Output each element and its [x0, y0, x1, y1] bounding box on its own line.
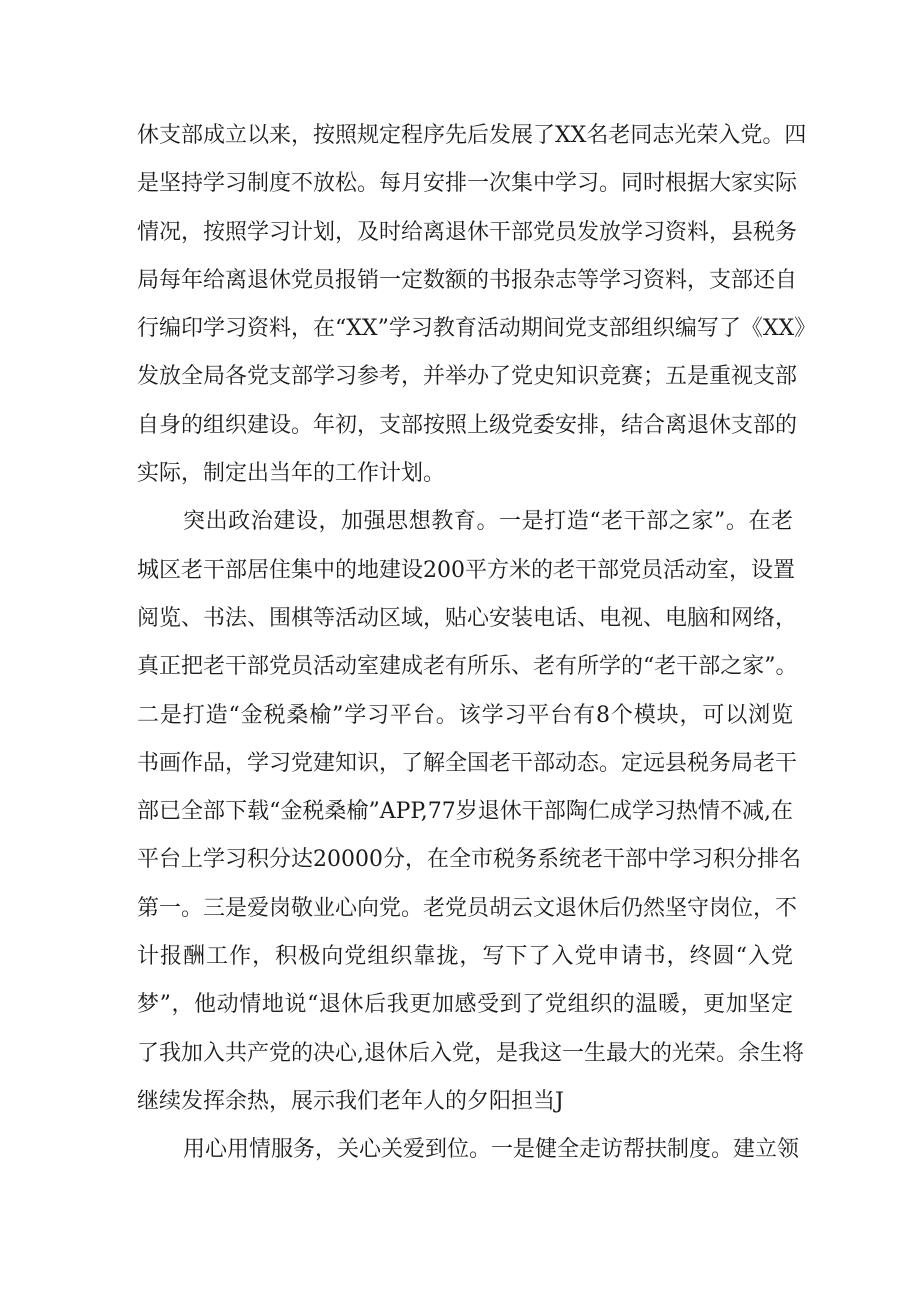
text-line: 行编印学习资料，在“XX”学习教育活动期间党支部组织编写了《XX》	[137, 316, 817, 342]
text-line: 休支部成立以来，按照规定程序先后发展了XX名老同志光荣入党。四	[137, 123, 807, 148]
text-line: 实际，制定出当年的工作计划。	[137, 461, 446, 487]
text-line: 计报酬工作，积极向党组织靠拢，写下了入党申请书，终圆“入党	[137, 944, 793, 970]
text-line: 第一。三是爱岗敬业心向党。老党员胡云文退休后仍然坚守岗位，不	[137, 895, 798, 921]
text-line: 自身的组织建设。年初，支部按照上级党委安排，结合离退休支部的	[137, 412, 798, 438]
paragraph-1	[137, 112, 817, 498]
paragraph-3	[137, 1126, 800, 1174]
paragraph-2	[137, 498, 804, 1126]
text-line: 书画作品，学习党建知识，了解全国老干部动态。定远县税务局老干	[137, 750, 798, 776]
text-line: 二是打造“金税桑榆”学习平台。该学习平台有8个模块，可以浏览	[137, 702, 793, 728]
text-line: 局每年给离退休党员报销一定数额的书报杂志等学习资料，支部还自	[137, 267, 798, 293]
text-line: 情况，按照学习计划，及时给离退休干部党员发放学习资料，县税务	[137, 219, 798, 245]
text-line: 突出政治建设，加强思想教育。一是打造“老干部之家”。在老	[183, 509, 793, 535]
text-line: 部已全部下载“金税桑榆”APP,77岁退休干部陶仁成学习热情不减,在	[137, 799, 793, 825]
text-line: 平台上学习积分达20000分，在全市税务系统老干部中学习积分排名	[137, 847, 801, 873]
text-line: 真正把老干部党员活动室建成老有所乐、老有所学的“老干部之家”。	[137, 654, 798, 680]
text-line: 梦”，他动情地说“退休后我更加感受到了党组织的温暖，更加坚定	[137, 992, 793, 1018]
text-line: 城区老干部居住集中的地建设200平方米的老干部党员活动室，设置	[137, 557, 795, 583]
text-line: 继续发挥余热，展示我们老年人的夕阳担当J	[137, 1088, 564, 1114]
body-text	[137, 112, 817, 1175]
text-line: 了我加入共产党的决心,退休后入党，是我这一生最大的光荣。余生将	[137, 1040, 804, 1066]
text-line: 用心用情服务，关心关爱到位。一是健全走访帮扶制度。建立领	[183, 1137, 800, 1163]
text-line: 是坚持学习制度不放松。每月安排一次集中学习。同时根据大家实际	[137, 171, 798, 197]
text-line: 阅览、书法、围棋等活动区域，贴心安装电话、电视、电脑和网络，	[137, 605, 798, 631]
text-line: 发放全局各党支部学习参考，并举办了党史知识竞赛；五是重视支部	[137, 364, 798, 390]
